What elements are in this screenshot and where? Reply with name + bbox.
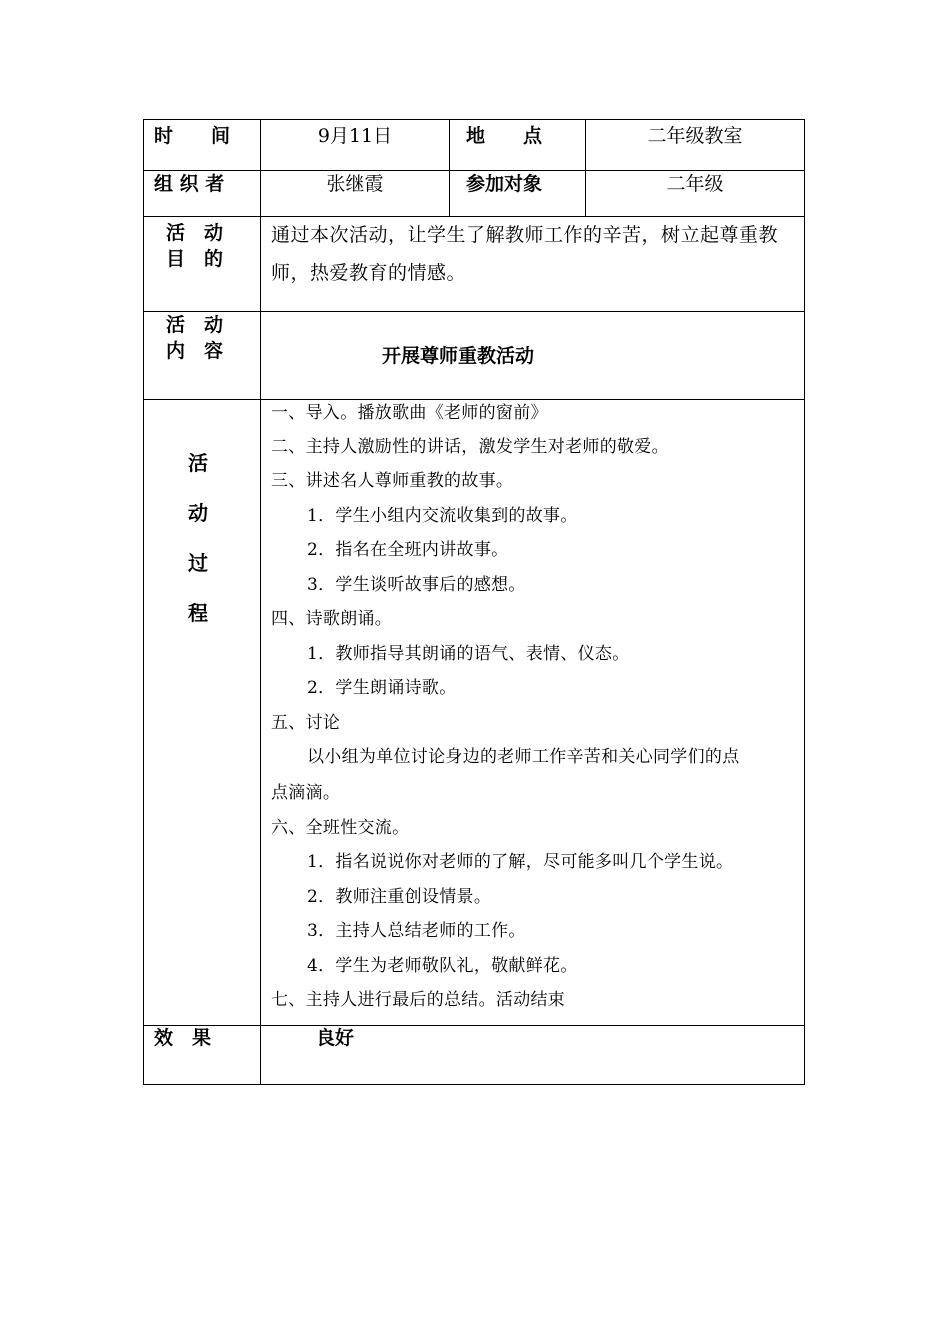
process-line: 五、讨论 [271,713,341,733]
column-divider [260,120,261,1084]
purpose-label-line1: 活 动 [166,222,224,244]
content-label-line2: 内 容 [166,340,224,362]
time-label: 时 间 [154,125,231,147]
process-line: 一、导入。播放歌曲《老师的窗前》 [271,403,548,423]
process-line: 3．主持人总结老师的工作。 [307,921,526,941]
participants-value: 二年级 [666,173,724,195]
purpose-label-line2: 目 的 [166,248,224,270]
process-line: 二、主持人激励性的讲话，激发学生对老师的敬爱。 [271,437,669,457]
process-line: 三、讲述名人尊师重教的故事。 [271,471,514,491]
place-label: 地 点 [466,125,543,147]
place-value: 二年级教室 [647,125,743,147]
organizer-value: 张继霞 [326,173,384,195]
column-divider [449,120,450,216]
process-line: 4．学生为老师敬队礼，敬献鲜花。 [307,956,578,976]
process-line: 2．学生朗诵诗歌。 [307,678,457,698]
content-title: 开展尊师重教活动 [382,345,535,367]
process-line: 七、主持人进行最后的总结。活动结束 [271,990,566,1010]
process-line: 2．指名在全班内讲故事。 [307,540,509,560]
process-line: 1．教师指导其朗诵的语气、表情、仪态。 [307,644,630,664]
process-line: 以小组为单位讨论身边的老师工作辛苦和关心同学们的点 [307,747,740,767]
process-label-char: 活 [188,451,208,475]
process-line: 点滴滴。 [271,783,341,803]
effect-value: 良好 [316,1027,355,1049]
participants-label: 参加对象 [466,173,543,195]
process-label-char: 过 [188,551,208,575]
process-line: 1．学生小组内交流收集到的故事。 [307,506,578,526]
activity-record-table [143,119,805,1085]
content-label-line1: 活 动 [166,314,224,336]
process-line: 六、全班性交流。 [271,818,410,838]
row-divider [144,1025,804,1026]
row-divider [144,170,804,171]
process-line: 3．学生谈听故事后的感想。 [307,575,526,595]
process-line: 1．指名说说你对老师的了解，尽可能多叫几个学生说。 [307,852,734,872]
time-value: 9月11日 [317,125,393,147]
row-divider [144,399,804,400]
organizer-label: 组 织 者 [154,173,225,195]
row-divider [144,311,804,312]
purpose-text: 通过本次活动，让学生了解教师工作的辛苦，树立起尊重教师，热爱教育的情感。 [271,224,779,284]
process-label-char: 程 [188,601,208,625]
process-line: 2．教师注重创设情景。 [307,887,492,907]
process-label-char: 动 [188,501,208,525]
process-line: 四、诗歌朗诵。 [271,609,393,629]
effect-label: 效 果 [154,1027,212,1049]
